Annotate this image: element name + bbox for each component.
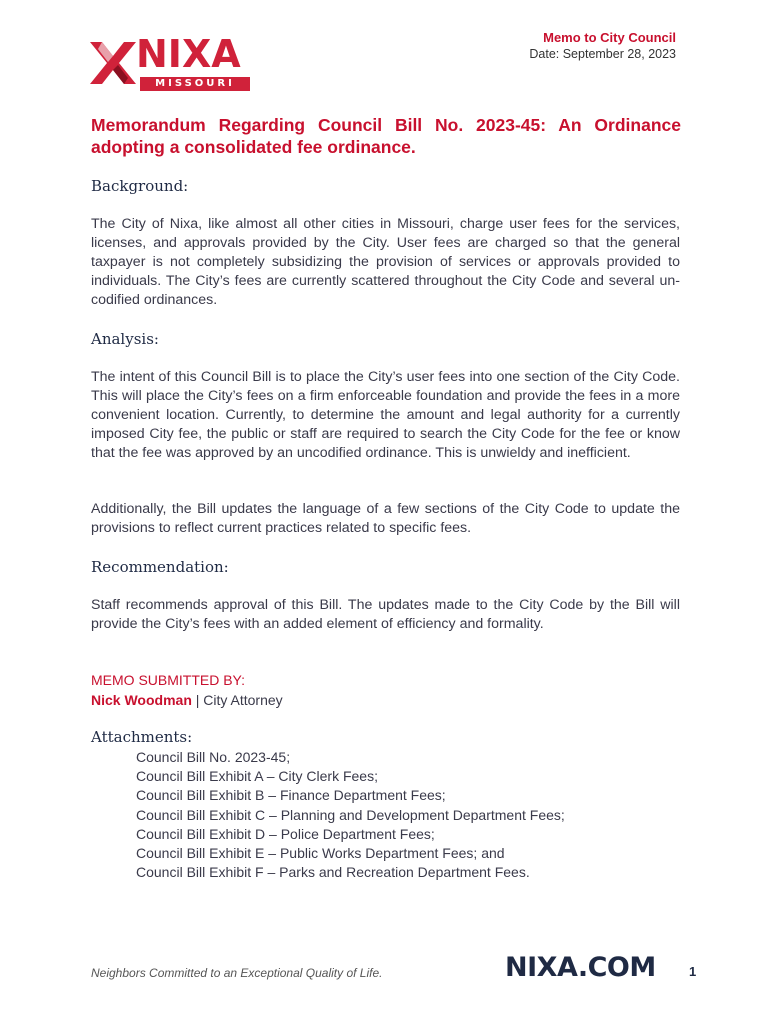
attachment-item: Council Bill Exhibit A – City Clerk Fees; bbox=[136, 768, 378, 785]
footer-tagline: Neighbors Committed to an Exceptional Quality of Life. bbox=[91, 966, 383, 980]
background-text: The City of Nixa, like almost all other cities in Missouri, charge user fees for the services, licenses, and approvals provided by the City. User fees are charged so that the general taxpayer is not completely subsidizing the provision of services or approvals provided to individuals. The City’s fees are currently scattered throughout the City Code and several un-codified ordinances. bbox=[91, 216, 680, 309]
submitter-name: Nick Woodman bbox=[91, 692, 192, 708]
attachment-item: Council Bill Exhibit E – Public Works Department Fees; and bbox=[136, 845, 505, 862]
attachment-item: Council Bill No. 2023-45; bbox=[136, 749, 291, 765]
page-number: 1 bbox=[689, 964, 697, 979]
background-heading: Background: bbox=[91, 177, 189, 195]
analysis-heading: Analysis: bbox=[91, 330, 159, 348]
recommendation-heading: Recommendation: bbox=[91, 558, 229, 576]
submitted-label: MEMO SUBMITTED BY: bbox=[91, 672, 246, 688]
nixa-logo bbox=[88, 32, 252, 94]
document-title: Memorandum Regarding Council Bill No. 2023-45: An Ordinance adopting a consolidated fee ordinance. bbox=[91, 115, 681, 157]
analysis-text-2: Additionally, the Bill updates the language of a few sections of the City Code to update the provisions to reflect current practices related to specific fees. bbox=[91, 501, 680, 537]
submitter-separator: | bbox=[191, 692, 204, 708]
memo-title: Memo to City Council bbox=[543, 30, 676, 45]
attachments-list bbox=[136, 748, 565, 882]
logo-subtitle: MISSOURI bbox=[140, 77, 250, 91]
attachment-item: Council Bill Exhibit D – Police Department Fees; bbox=[136, 825, 435, 842]
memo-header bbox=[529, 30, 676, 62]
memo-date: Date: September 28, 2023 bbox=[529, 47, 676, 61]
analysis-text-1: The intent of this Council Bill is to place the City’s user fees into one section of the City Code. This will place the City’s fees on a firm enforceable foundation and provide the fees in a more convenient location. Currently, to determine the amount and legal authority for a currently imposed City fee, the public or staff are required to search the City Code for the fee or know that the fee was approved by an uncodified ordinance. This is unwieldy and inefficient. bbox=[91, 369, 680, 462]
attachment-item: Council Bill Exhibit F – Parks and Recreation Department Fees. bbox=[136, 864, 530, 881]
attachment-item: Council Bill Exhibit C – Planning and Development Department Fees; bbox=[136, 806, 565, 823]
submitter-role: City Attorney bbox=[203, 692, 283, 708]
memo-submitted-by bbox=[91, 670, 283, 710]
recommendation-text: Staff recommends approval of this Bill. The updates made to the City Code by the Bill will provide the City’s fees with an added element of efficiency and formality. bbox=[91, 597, 680, 633]
attachment-item: Council Bill Exhibit B – Finance Department Fees; bbox=[136, 787, 446, 804]
footer-site-link[interactable]: NIXA.COM bbox=[505, 952, 656, 983]
attachments-heading: Attachments: bbox=[91, 728, 193, 746]
nixa-x-mark-icon bbox=[88, 38, 138, 88]
logo-word: NIXA bbox=[136, 32, 241, 76]
